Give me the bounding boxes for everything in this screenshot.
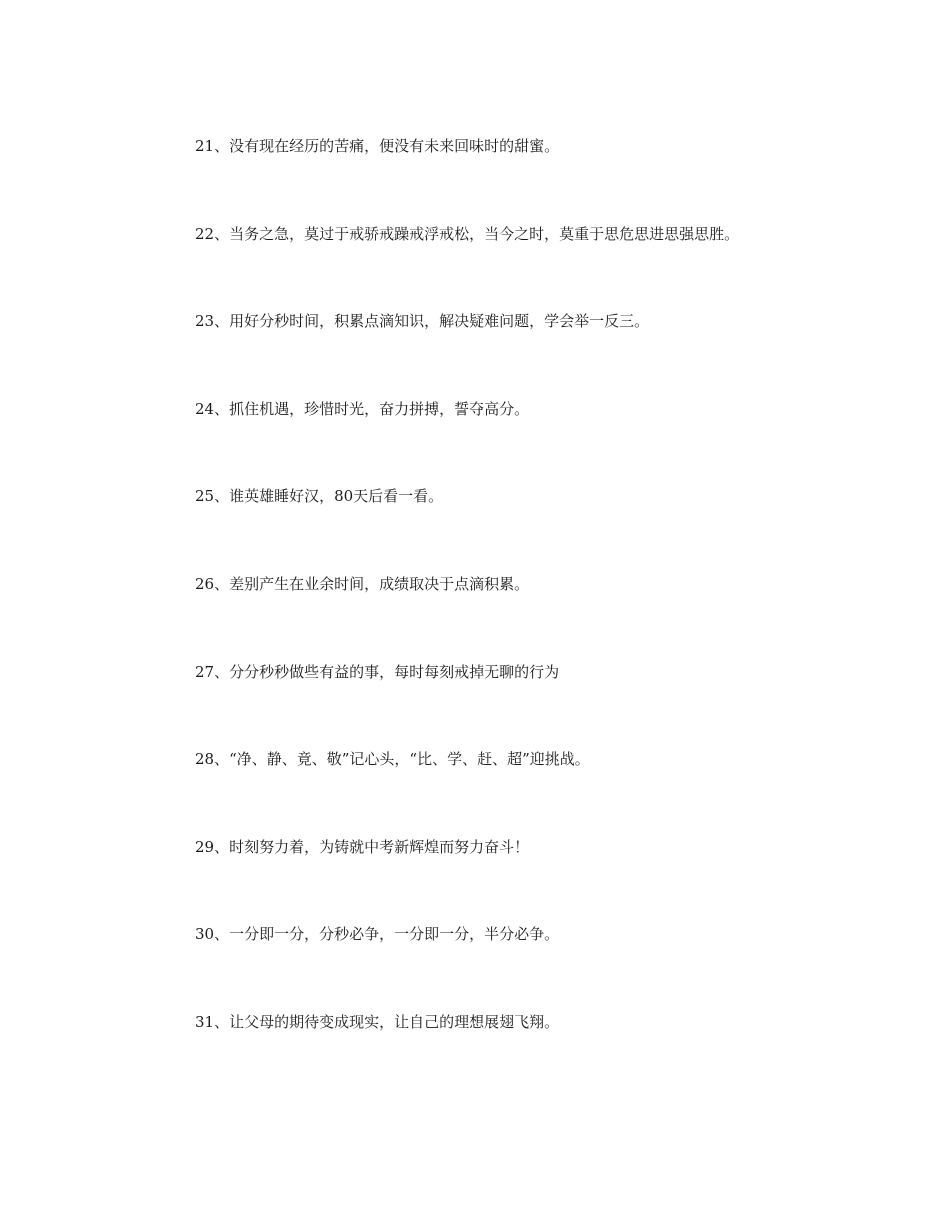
quote-list: [195, 134, 895, 1098]
quote-item-24: 24、抓住机遇，珍惜时光，奋力拼搏，誓夺高分。: [195, 399, 530, 418]
quote-item-31: 31、让父母的期待变成现实，让自己的理想展翅飞翔。: [195, 1012, 560, 1031]
quote-item-21: 21、没有现在经历的苦痛，便没有未来回味时的甜蜜。: [195, 137, 560, 155]
quote-item-27: 27、分分秒秒做些有益的事，每时每刻戒掉无聊的行为: [195, 662, 560, 681]
quote-item-28: 28、“净、静、竟、敬”记心头，“比、学、赶、超”迎挑战。: [195, 750, 590, 769]
quote-item-23: 23、用好分秒时间，积累点滴知识，解决疑难问题，学会举一反三。: [195, 312, 650, 331]
quote-item-25: 25、谁英雄睡好汉，80天后看一看。: [195, 487, 444, 506]
quote-item-22: 22、当务之急，莫过于戒骄戒躁戒浮戒松，当今之时，莫重于思危思进思强思胜。: [195, 224, 740, 243]
quote-item-30: 30、一分即一分，分秒必争，一分即一分，半分必争。: [195, 925, 560, 944]
quote-item-26: 26、差别产生在业余时间，成绩取决于点滴积累。: [195, 574, 530, 593]
quote-item-29: 29、时刻努力着，为铸就中考新辉煌而努力奋斗！: [195, 837, 530, 856]
